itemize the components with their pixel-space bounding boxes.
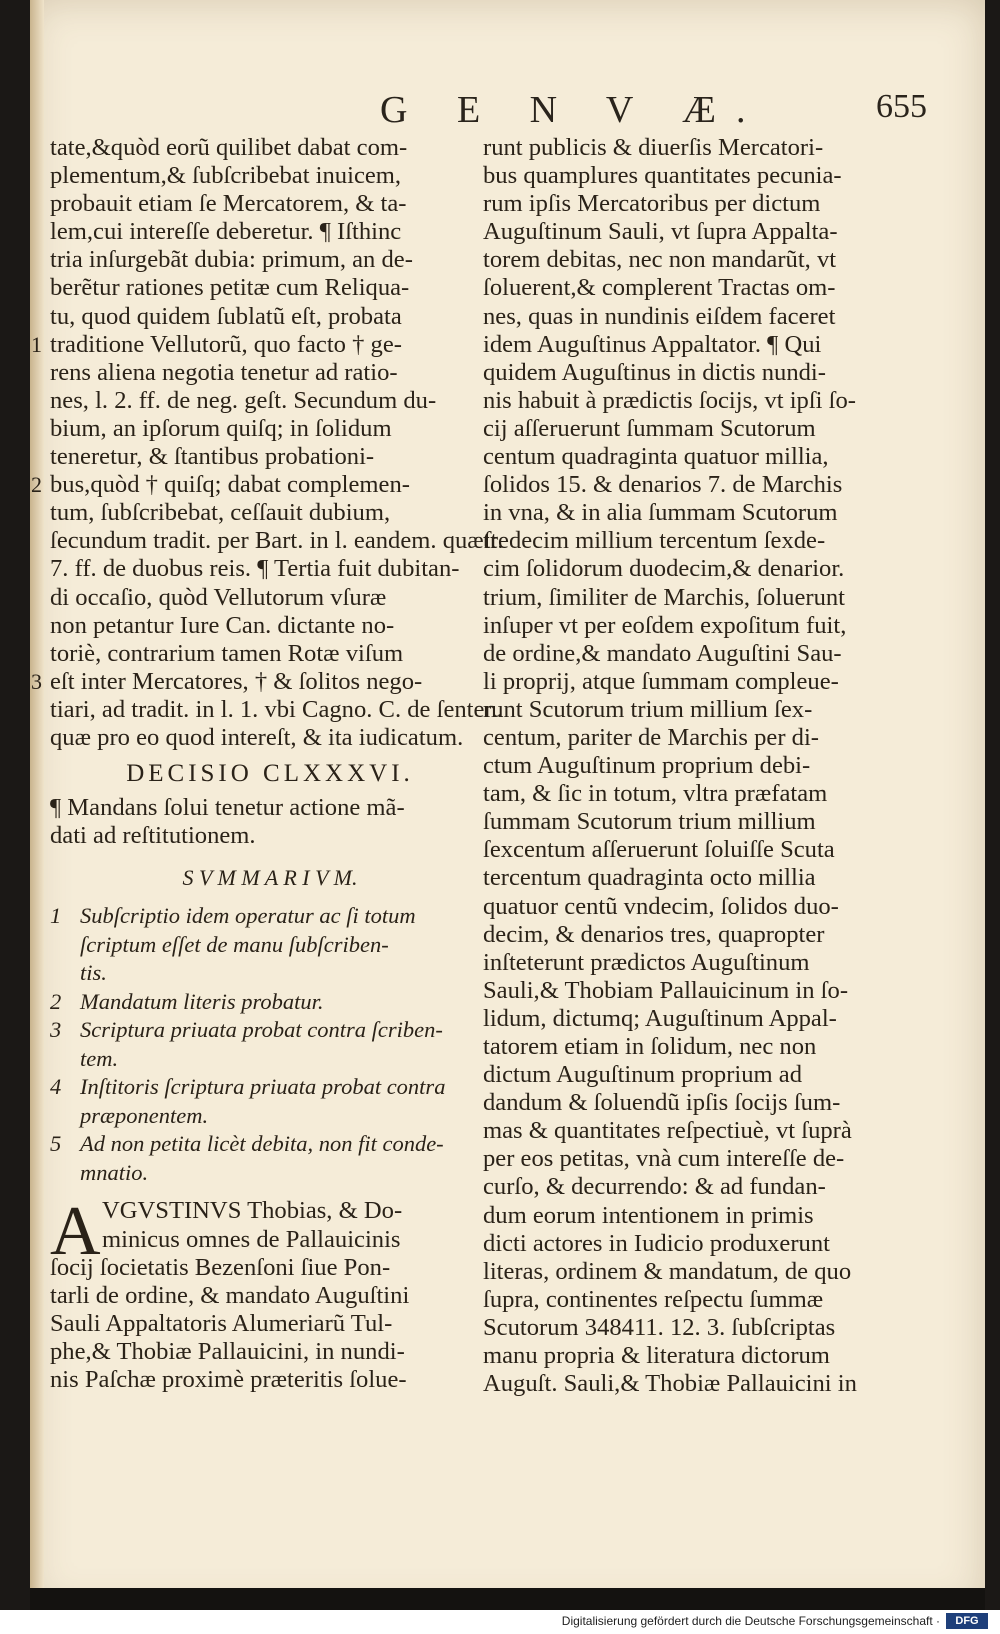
left-column xyxy=(31,134,504,1394)
text-line: ſummam Scutorum trium millium xyxy=(483,808,816,836)
line-text: tate,&quòd eorũ quilibet dabat com- xyxy=(50,134,408,161)
line-text: 7. ff. de duobus reis. ¶ Tertia fuit dubitan- xyxy=(50,555,460,583)
line-text: eſt inter Mercatores, † & ſolitos nego- xyxy=(50,667,423,695)
text-line xyxy=(50,555,490,583)
text-line: de ordine,& mandato Auguſtini Sau- xyxy=(483,639,842,667)
line-text: ſecundum tradit. per Bart. in l. eandem. quæſt. xyxy=(50,527,504,555)
text-line: li proprij, atque ſummam compleue- xyxy=(483,667,839,695)
text-line: dum eorum intentionem in primis xyxy=(483,1201,814,1229)
text-line: tredecim millium tercentum ſexde- xyxy=(483,527,826,555)
running-title: G E N V Æ. xyxy=(380,89,766,131)
line-text: tum, ſubſcribebat, ceſſauit dubium, xyxy=(50,499,391,527)
text-line: ſoluerent,& complerent Tractas om- xyxy=(483,274,836,302)
line-text: traditione Vellutorũ, quo facto † ge- xyxy=(50,330,402,358)
text-line: runt Scutorum trium millium ſex- xyxy=(483,695,813,723)
line-text: tu, quod quidem ſublatũ eſt, probata xyxy=(50,302,402,330)
left-text-block xyxy=(31,134,504,752)
text-line xyxy=(50,724,490,752)
line-text: plementum,& ſubſcribebat inuicem, xyxy=(50,162,402,190)
text-line xyxy=(50,218,490,246)
line-text: lem,cui intereſſe deberetur. ¶ Iſthinc xyxy=(50,218,402,246)
summary-number: 5 xyxy=(50,1131,62,1157)
text-line xyxy=(50,527,504,555)
text-line: Auguſt. Sauli,& Thobiæ Pallauicini in xyxy=(483,1370,857,1398)
summary-text: mnatio. xyxy=(80,1159,149,1185)
text-line: quatuor centũ vndecim, ſolidos duo- xyxy=(483,892,839,920)
summary-text: Scriptura priuata probat contra ſcriben- xyxy=(80,1017,443,1043)
text-line: nes, quas in nundinis eiſdem faceret xyxy=(483,302,836,330)
body-line: nis Paſchæ proximè præteritis ſolue- xyxy=(50,1366,407,1393)
text-line: Auguſtinum Sauli, vt ſupra Appalta- xyxy=(483,218,838,246)
line-text: non petantur Iure Can. dictante no- xyxy=(50,611,395,639)
text-line: cim ſolidorum duodecim,& denarior. xyxy=(483,555,845,583)
summary-number: 2 xyxy=(50,988,62,1014)
text-line: mas & quantitates reſpectiuè, vt ſuprà xyxy=(483,1117,852,1145)
margin-number: 2 xyxy=(31,472,42,498)
text-line xyxy=(31,667,490,696)
text-line: runt publicis & diuerſis Mercatori- xyxy=(483,134,824,161)
text-line: dandum & ſoluendũ ipſis ſocijs ſum- xyxy=(483,1089,841,1117)
text-line xyxy=(50,134,490,162)
line-text: probauit etiam ſe Mercatorem, & ta- xyxy=(50,190,407,218)
text-line xyxy=(50,359,490,387)
text-line: centum, pariter de Marchis per di- xyxy=(483,723,819,751)
line-text: quæ pro eo quod intereſt, & ita iudicatum. xyxy=(50,723,464,751)
text-line xyxy=(50,612,490,640)
text-line: bus quamplures quantitates pecunia- xyxy=(483,162,842,190)
text-line: tam, & ſic in totum, vltra præfatam xyxy=(483,780,828,808)
summary-item-line xyxy=(80,1159,490,1188)
body-line: tarli de ordine, & mandato Auguſtini xyxy=(50,1281,410,1309)
text-line xyxy=(50,415,490,443)
text-line xyxy=(50,162,490,190)
line-text: teneretur, & ſtantibus probationi- xyxy=(50,443,375,471)
text-line xyxy=(50,695,503,724)
text-line: cij aſſeruerunt ſummam Scutorum xyxy=(483,414,816,442)
summary-item-line xyxy=(50,1130,490,1159)
line-text: toriè, contrarium tamen Rotæ viſum xyxy=(50,639,404,667)
line-text: bium, an ipſorum quiſq; in ſolidum xyxy=(50,414,392,442)
headnote-line: ¶ Mandans ſolui tenetur actione mã- xyxy=(50,794,405,822)
text-line xyxy=(50,387,490,415)
scan-bottom-edge xyxy=(30,1588,985,1610)
text-line xyxy=(50,274,490,302)
text-line: ctum Auguſtinum proprium debi- xyxy=(483,752,811,780)
text-line: manu propria & literatura dictorum xyxy=(483,1342,830,1370)
summary-text: Inſtitoris ſcriptura priuata probat contra xyxy=(80,1074,446,1100)
margin-number: 1 xyxy=(31,331,42,357)
footer-text: Digitalisierung gefördert durch die Deutsche Forschungsgemeinschaft · xyxy=(561,1614,940,1628)
text-line: curſo, & decurrendo: & ad fundan- xyxy=(483,1173,826,1201)
text-line: literas, ordinem & mandatum, de quo xyxy=(483,1257,852,1285)
summary-item-line xyxy=(80,959,490,988)
text-line xyxy=(31,330,490,359)
drop-initial: A xyxy=(50,1193,101,1271)
summary-text: Subſcriptio idem operatur ac ſi totum xyxy=(80,903,416,929)
decision-heading: DECISIO CLXXXVI. xyxy=(126,760,414,788)
line-text: bus,quòd † quiſq; dabat complemen- xyxy=(50,471,410,499)
text-line: dictum Auguſtinum proprium ad xyxy=(483,1061,803,1089)
line-text: tria inſurgebãt dubia: primum, an de- xyxy=(50,246,413,274)
footer-bar xyxy=(0,1610,1000,1634)
summary-text: præponentem. xyxy=(80,1102,209,1128)
text-line: ſupra, continentes reſpectu ſummæ xyxy=(483,1285,824,1313)
text-line: inſteterunt prædictos Auguſtinum xyxy=(483,948,810,976)
headnote xyxy=(50,794,490,850)
summary-item-line xyxy=(50,902,490,931)
text-line: per eos petitas, vnà cum intereſſe de- xyxy=(483,1145,845,1173)
line-text: rens aliena negotia tenetur ad ratio- xyxy=(50,358,398,386)
text-line: in vna, & in alia ſummam Scutorum xyxy=(483,499,838,527)
summary-item-line xyxy=(80,1102,490,1131)
summary-text: tis. xyxy=(80,960,107,986)
text-line: tatorem etiam in ſolidum, nec non xyxy=(483,1033,817,1060)
headnote-line: dati ad reſtitutionem. xyxy=(50,822,256,850)
text-line xyxy=(50,584,490,612)
line-text: nes, l. 2. ff. de neg. geſt. Secundum du- xyxy=(50,386,437,414)
text-line xyxy=(50,443,490,471)
summary-item-line xyxy=(80,931,490,960)
summary-item-line xyxy=(80,1045,490,1074)
text-line xyxy=(50,499,490,527)
summary-number: 1 xyxy=(50,903,62,929)
text-line xyxy=(31,471,490,499)
text-line: ſexcentum aſſeruerunt ſoluiſſe Scuta xyxy=(483,836,835,864)
body-line: VGVSTINVS Thobias, & Do- xyxy=(102,1197,403,1225)
text-line: torem debitas, nec non mandarũt, vt xyxy=(483,246,837,274)
text-line: idem Auguſtinus Appaltator. ¶ Qui xyxy=(483,330,822,358)
summary-item-line xyxy=(50,1016,490,1045)
summary-text: tem. xyxy=(80,1045,119,1071)
summary-text: ſcriptum eſſet de manu ſubſcriben- xyxy=(80,931,389,957)
text-line: Sauli,& Thobiam Pallauicinum in ſo- xyxy=(483,976,849,1004)
body-line: phe,& Thobiæ Pallauicini, in nundi- xyxy=(50,1337,405,1365)
text-line xyxy=(50,303,490,331)
summary-list xyxy=(50,902,490,1187)
summary-number: 4 xyxy=(50,1074,62,1100)
text-line: lidum, dictumq; Auguſtinum Appal- xyxy=(483,1004,837,1032)
binding-edge xyxy=(30,0,44,1610)
right-column xyxy=(483,134,893,1398)
text-line: inſuper vt per eoſdem expoſitum fuit, xyxy=(483,611,847,639)
text-line xyxy=(50,190,490,218)
text-line: centum quadraginta quatuor millia, xyxy=(483,443,829,471)
body-line: ſocij ſocietatis Bezenſoni ſiue Pon- xyxy=(50,1253,391,1281)
text-line: rum ipſis Mercatoribus per dictum xyxy=(483,190,821,218)
summary-text: Ad non petita licèt debita, non fit conde- xyxy=(80,1131,444,1157)
text-line: Scutorum 348411. 12. 3. ſubſcriptas xyxy=(483,1313,836,1341)
dfg-logo: DFG xyxy=(946,1613,988,1629)
page-number: 655 xyxy=(876,88,927,125)
text-line xyxy=(50,246,490,274)
summary-text: Mandatum literis probatur. xyxy=(80,988,324,1014)
body-text xyxy=(50,1193,490,1394)
summary-item-line xyxy=(50,988,490,1017)
line-text: berẽtur rationes petitæ cum Reliqua- xyxy=(50,274,410,302)
text-line: dicti actores in Iudicio produxerunt xyxy=(483,1229,830,1257)
text-line: nis habuit à prædictis ſocijs, vt ipſi ſo- xyxy=(483,386,856,414)
body-line: minicus omnes de Pallauicinis xyxy=(102,1225,401,1253)
line-text: tiari, ad tradit. in l. 1. vbi Cagno. C. de ſenten. xyxy=(50,695,503,723)
summary-heading: S V M M A R I V M. xyxy=(182,865,358,891)
text-line: quidem Auguſtinus in dictis nundi- xyxy=(483,358,826,386)
line-text: di occaſio, quòd Vellutorum vſuræ xyxy=(50,583,387,611)
summary-number: 3 xyxy=(50,1017,62,1043)
summary-item-line xyxy=(50,1073,490,1102)
text-line: ſolidos 15. & denarios 7. de Marchis xyxy=(483,471,843,499)
text-line: tercentum quadraginta octo millia xyxy=(483,864,816,892)
margin-number: 3 xyxy=(31,668,42,694)
text-line xyxy=(50,640,490,668)
body-line: Sauli Appaltatoris Alumeriarũ Tul- xyxy=(50,1309,393,1337)
text-line: trium, ſimiliter de Marchis, ſoluerunt xyxy=(483,583,846,611)
text-line: decim, & denarios tres, quapropter xyxy=(483,920,825,948)
